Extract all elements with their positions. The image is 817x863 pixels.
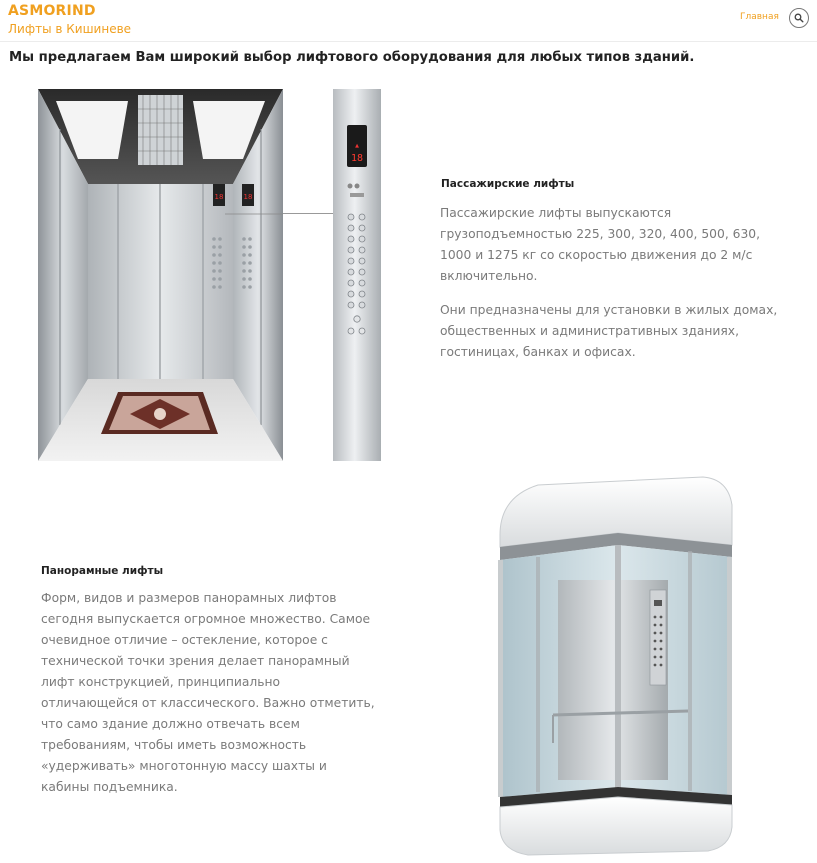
header-divider	[0, 41, 817, 42]
passenger-elevator-cabin-image	[38, 89, 283, 461]
elevator-button-panel-image	[333, 89, 381, 461]
nav-home-link[interactable]: Главная	[740, 12, 779, 22]
passenger-elevators-title: Пассажирские лифты	[441, 178, 575, 190]
panoramic-elevators-title: Панорамные лифты	[41, 565, 164, 577]
passenger-elevators-text-1: Пассажирские лифты выпускаются грузоподъемностью 225, 300, 320, 400, 500, 630, 1000 и 1275 кг со скоростью движения до 2 м/с включительно.	[440, 206, 761, 283]
svg-text:18: 18	[214, 193, 224, 201]
search-button[interactable]	[789, 8, 809, 28]
passenger-elevators-text-2: Они предназначены для установки в жилых домах, общественных и административных зданиях, гостиницах, банках и офисах.	[440, 303, 778, 359]
svg-text:18: 18	[243, 193, 253, 201]
panoramic-elevators-text: Форм, видов и размеров панорамных лифтов сегодня выпускается огромное множество. Самое очевидное отличие – остекление, которое с технической точки зрения делает панорамный лифт конструкцией, принципиально отличающейся от классического. Важно отметить, что само здание должно отвечать всем требованиям, чтобы иметь возможность «удерживать» многотонную массу шахты и кабины подъемника.	[41, 591, 375, 794]
panoramic-elevator-image	[498, 475, 734, 857]
floor-display: 18	[350, 153, 364, 164]
intro-heading: Мы предлагаем Вам широкий выбор лифтового оборудования для любых типов зданий.	[9, 50, 695, 65]
svg-text:▲: ▲	[355, 143, 359, 149]
search-icon	[794, 13, 804, 23]
site-tagline: Лифты в Кишиневе	[8, 22, 132, 36]
site-logo[interactable]: ASMORIND	[8, 3, 96, 19]
site-header	[0, 0, 817, 42]
